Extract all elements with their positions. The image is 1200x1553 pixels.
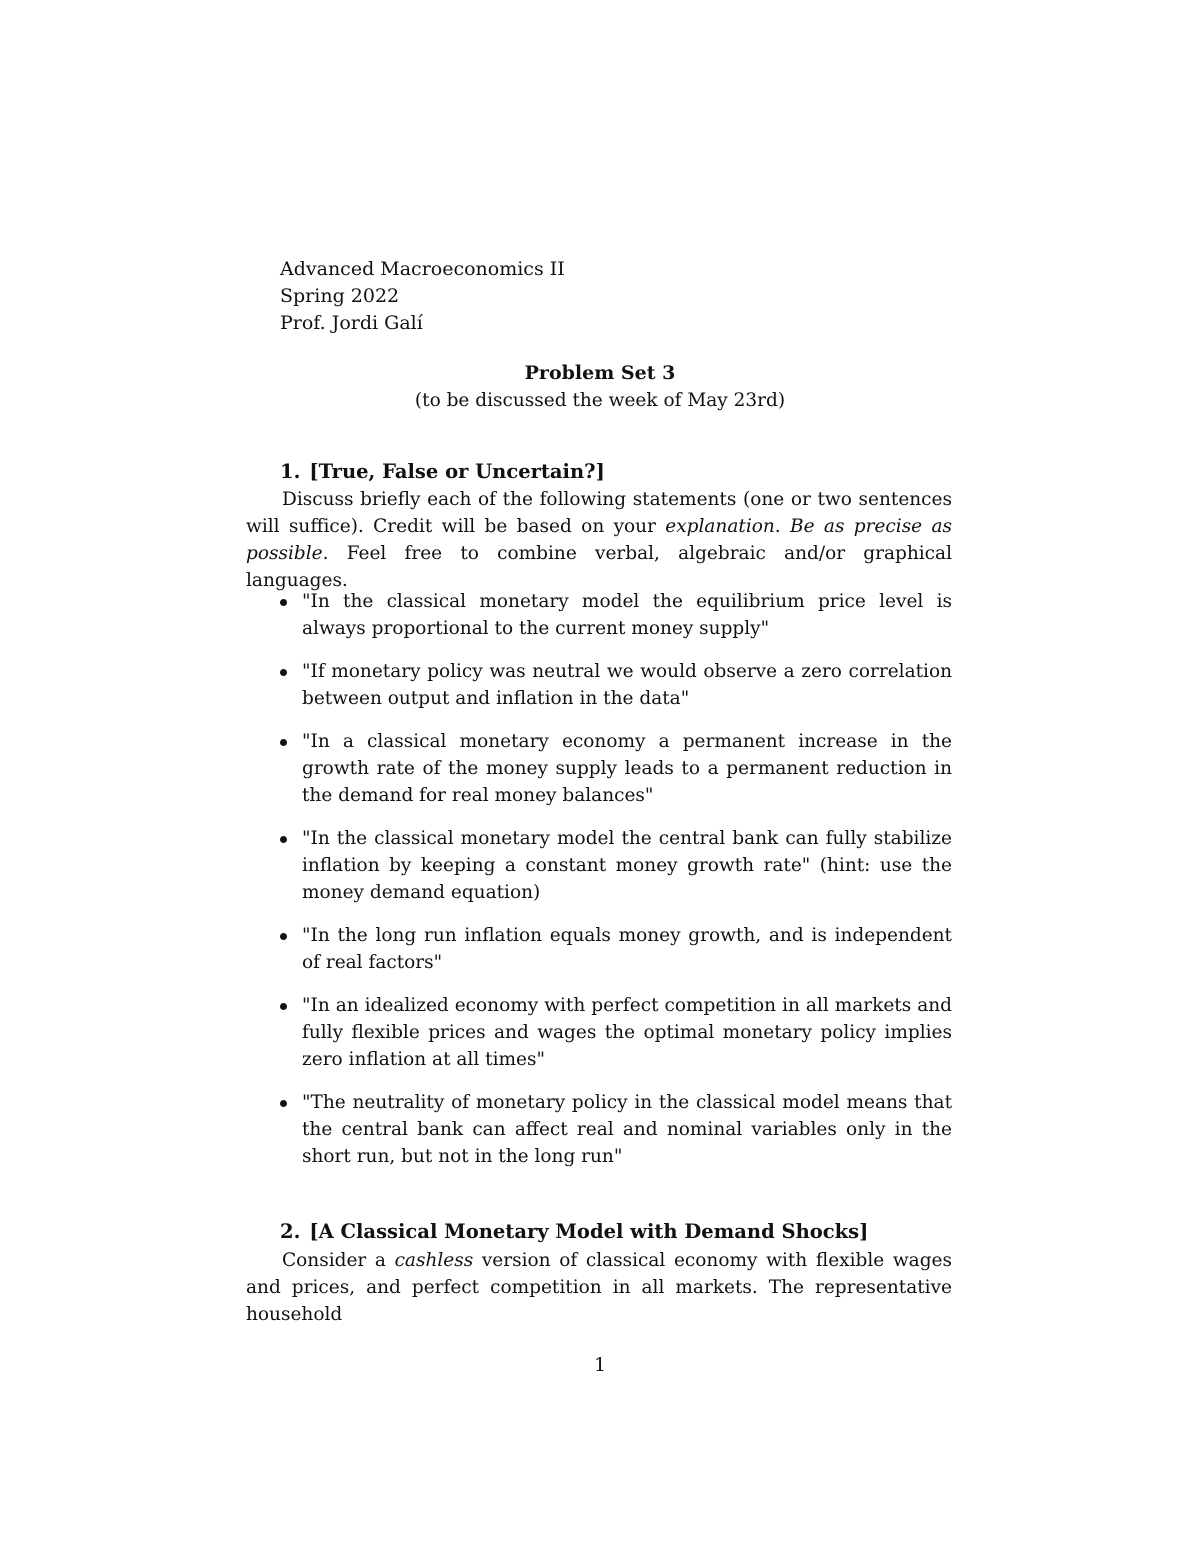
section-1-intro-emphasis-a: explanation [665, 516, 775, 537]
bullet-icon [280, 739, 287, 746]
bullet-icon [280, 836, 287, 843]
section-1-intro-text-c: . Feel free to combine verbal, algebraic and/or graphical languages. [246, 543, 952, 591]
statement-text: "If monetary policy was neutral we would observe a zero correlation between output and inflation in the data" [302, 661, 952, 709]
statement-item [276, 992, 952, 1073]
title-block [0, 360, 1200, 414]
section-2-heading [280, 1218, 868, 1246]
bullet-icon [280, 933, 287, 940]
section-1-intro-text-b: . [774, 516, 791, 537]
section-1-title: [True, False or Uncertain?] [309, 460, 605, 483]
problem-set-subtitle: (to be discussed the week of May 23rd) [414, 390, 786, 411]
statement-list [276, 588, 952, 1186]
section-2-intro-text-b: version of classical economy with flexible wages and prices, and perfect competition in all markets. The representative household [246, 1250, 952, 1325]
statement-text: "In the long run inflation equals money growth, and is independent of real factors" [302, 925, 952, 973]
statement-item [276, 588, 952, 642]
statement-item [276, 825, 952, 906]
section-1-intro-text-a: Discuss briefly each of the following statements (one or two sentences will suffice). Credit will be based on your [246, 489, 952, 537]
section-1-intro [246, 486, 952, 594]
course-instructor: Prof. Jordi Galí [280, 312, 423, 334]
statement-text: "In the classical monetary model the central bank can fully stabilize inflation by keeping a constant money growth rate" (hint: use the money demand equation) [302, 828, 952, 903]
section-1-number: 1. [280, 460, 301, 483]
course-term: Spring 2022 [280, 285, 400, 307]
course-header [280, 256, 565, 337]
statement-item [276, 658, 952, 712]
bullet-icon [280, 1100, 287, 1107]
problem-set-title: Problem Set 3 [524, 362, 676, 384]
page-number: 1 [593, 1354, 607, 1376]
section-2-number: 2. [280, 1220, 301, 1243]
course-name: Advanced Macroeconomics II [280, 258, 565, 280]
statement-text: "In a classical monetary economy a permanent increase in the growth rate of the money supply leads to a permanent reduction in the demand for real money balances" [302, 731, 952, 806]
section-2-title: [A Classical Monetary Model with Demand Shocks] [309, 1220, 869, 1243]
statement-item [276, 1089, 952, 1170]
statement-item [276, 922, 952, 976]
statement-text: "In an idealized economy with perfect competition in all markets and fully flexible prices and wages the optimal monetary policy implies zero inflation at all times" [302, 995, 952, 1070]
bullet-icon [280, 1003, 287, 1010]
statement-item [276, 728, 952, 809]
bullet-icon [280, 599, 287, 606]
section-2-intro-emphasis: cashless [394, 1250, 474, 1271]
section-2-intro-text-a: Consider a [282, 1250, 395, 1271]
statement-text: "In the classical monetary model the equilibrium price level is always proportional to the current money supply" [302, 591, 952, 639]
section-1-heading [280, 458, 605, 486]
section-1-intro-emphasis-b: Be as precise as possible [246, 516, 952, 564]
section-2-intro [246, 1247, 952, 1328]
statement-text: "The neutrality of monetary policy in the classical model means that the central bank can affect real and nominal variables only in the short run, but not in the long run" [302, 1092, 952, 1167]
bullet-icon [280, 669, 287, 676]
